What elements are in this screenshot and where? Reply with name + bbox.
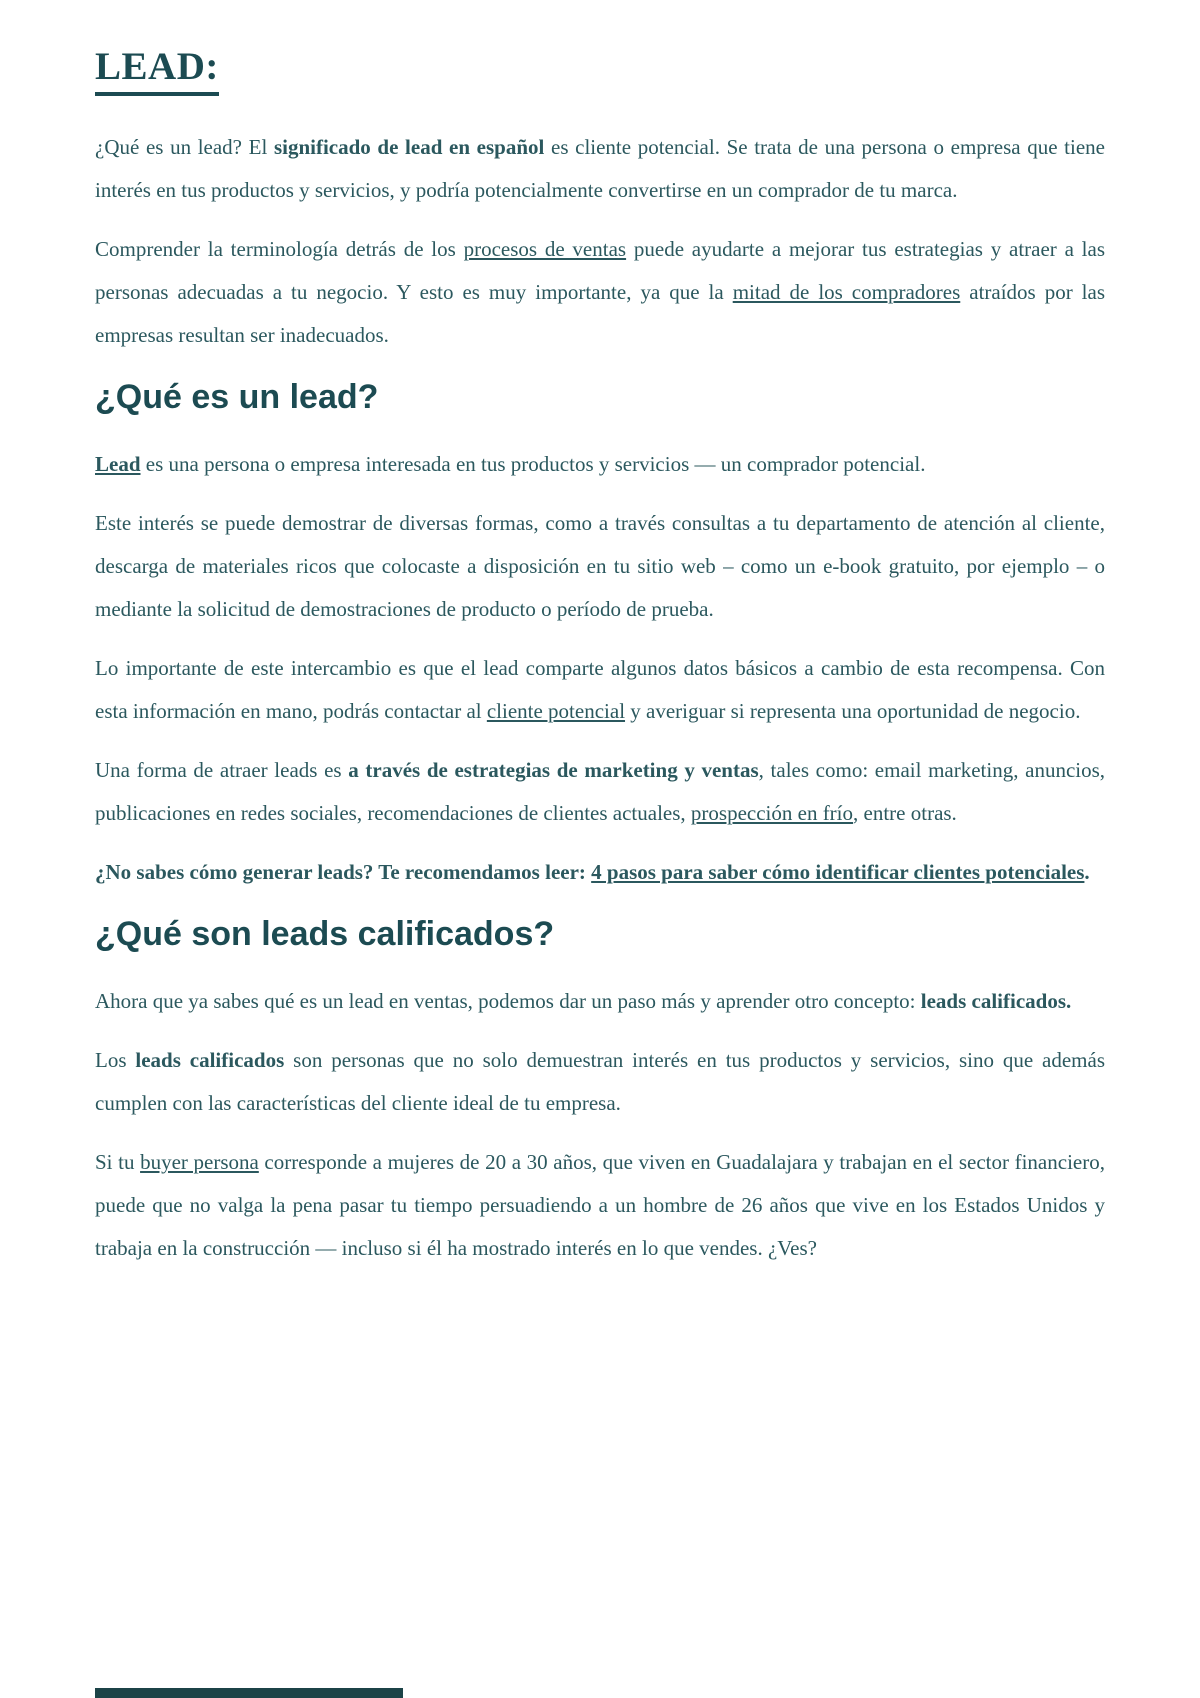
text-run: Lo importante de este intercambio es que el lead comparte algunos datos básicos a cambio de esta recompensa. Con esta información en mano, podrás contactar al bbox=[95, 656, 1105, 723]
paragraph bbox=[95, 749, 1105, 835]
text-run: significado de lead en español bbox=[273, 135, 545, 159]
paragraph bbox=[95, 502, 1105, 631]
inline-link[interactable]: Lead bbox=[95, 452, 141, 476]
paragraph bbox=[95, 1039, 1105, 1125]
text-run: son personas que no solo demuestran interés en tus productos y servicios, sino que además cumplen con las características del cliente ideal de tu empresa. bbox=[95, 1048, 1106, 1115]
text-run: ¿No sabes cómo generar leads? Te recomendamos leer: bbox=[95, 860, 592, 884]
inline-link[interactable]: prospección en frío bbox=[690, 801, 854, 825]
text-run: es una persona o empresa interesada en tus productos y servicios — un comprador potencial. bbox=[140, 452, 926, 476]
next-page-partial-bar bbox=[95, 1688, 403, 1698]
paragraph bbox=[95, 1141, 1105, 1270]
inline-link[interactable]: buyer persona bbox=[140, 1150, 259, 1174]
paragraph bbox=[95, 647, 1105, 733]
text-run: corresponde a mujeres de 20 a 30 años, que viven en Guadalajara y trabajan en el sector financiero, puede que no valga la pena pasar tu tiempo persuadiendo a un hombre de 26 años que vive en los Estados Unidos y trabaja en la construcción — incluso si él ha mostrado interés en lo que vendes. ¿Ves? bbox=[95, 1150, 1105, 1260]
document-body bbox=[95, 126, 1105, 1270]
text-run: Si tu bbox=[95, 1150, 141, 1174]
inline-link[interactable]: cliente potencial bbox=[486, 699, 626, 723]
text-run: Ahora que ya sabes qué es un lead en ventas, podemos dar un paso más y aprender otro concepto: bbox=[95, 989, 921, 1013]
section-heading: ¿Qué es un lead? bbox=[95, 378, 379, 416]
paragraph bbox=[95, 443, 1105, 486]
text-run: ¿Qué es un lead? El bbox=[95, 135, 274, 159]
section-heading: ¿Qué son leads calificados? bbox=[95, 915, 555, 953]
text-run: y averiguar si representa una oportunidad de negocio. bbox=[625, 699, 1081, 723]
text-run: leads calificados. bbox=[920, 989, 1072, 1013]
text-run: . bbox=[1084, 860, 1090, 884]
inline-link[interactable]: mitad de los compradores bbox=[732, 280, 961, 304]
inline-link[interactable]: procesos de ventas bbox=[463, 237, 627, 261]
doc-title bbox=[95, 44, 1105, 96]
text-run: Este interés se puede demostrar de diversas formas, como a través consultas a tu departamento de atención al cliente, descarga de materiales ricos que colocaste a disposición en tu sitio web – como un e-book gratuito, por ejemplo – o mediante la solicitud de demostraciones de producto o período de prueba. bbox=[95, 511, 1105, 621]
text-run: Comprender la terminología detrás de los bbox=[95, 237, 464, 261]
text-run: es cliente potencial. Se trata de una persona o empresa que tiene interés en tus productos y servicios, y podría potencialmente convertirse en un comprador de tu marca. bbox=[95, 135, 1105, 202]
text-run: Una forma de atraer leads es bbox=[95, 758, 349, 782]
text-run: atraídos por las empresas resultan ser inadecuados. bbox=[95, 280, 1106, 347]
paragraph bbox=[95, 980, 1105, 1023]
text-run: leads calificados bbox=[135, 1048, 285, 1072]
paragraph bbox=[95, 126, 1105, 212]
text-run: , tales como: email marketing, anuncios, publicaciones en redes sociales, recomendaciones de clientes actuales, bbox=[95, 758, 1106, 825]
paragraph bbox=[95, 851, 1105, 894]
paragraph bbox=[95, 228, 1105, 357]
inline-link[interactable]: 4 pasos para saber cómo identificar clientes potenciales bbox=[591, 860, 1085, 884]
text-run: puede ayudarte a mejorar tus estrategias y atraer a las personas adecuadas a tu negocio. Y esto es muy importante, ya que la bbox=[95, 237, 1105, 304]
text-run: Los bbox=[95, 1048, 136, 1072]
text-run: a través de estrategias de marketing y ventas bbox=[348, 758, 759, 782]
text-run: , entre otras. bbox=[853, 801, 957, 825]
doc-title-text: LEAD: bbox=[95, 44, 219, 96]
